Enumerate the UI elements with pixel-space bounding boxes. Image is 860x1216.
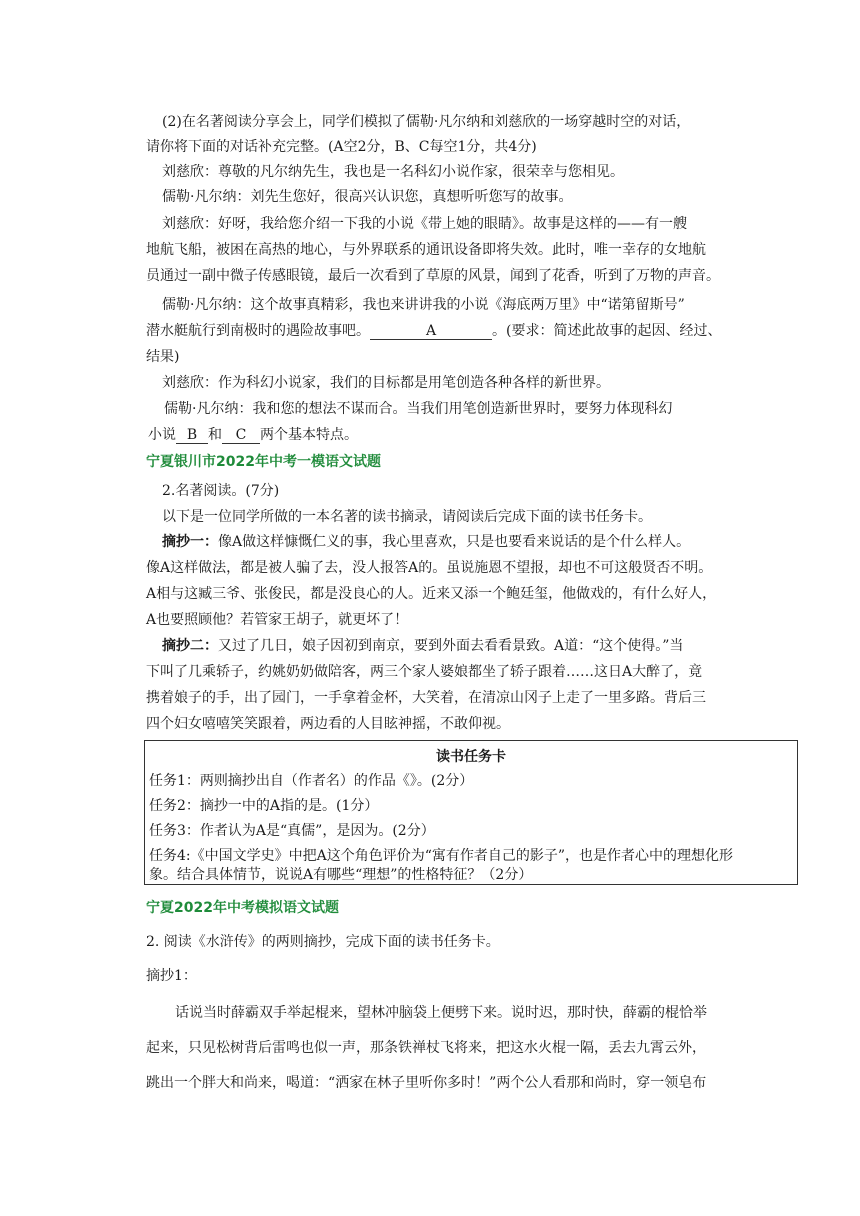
shuihu-para-1: 话说当时薛霸双手举起棍来，望林冲脑袋上便劈下来。说时迟，那时快，薛霸的棍恰举 xyxy=(175,1005,707,1021)
dialogue-liu-1: 刘慈欣：尊敬的凡尔纳先生，我也是一名科幻小说作家，很荣幸与您相见。 xyxy=(162,164,624,180)
section-heading-ningxia: 宁夏2022年中考模拟语文试题 xyxy=(146,900,339,916)
dialogue-verne-3a: 儒勒·凡尔纳：我和您的想法不谋而合。当我们用笔创造新世界时，要努力体现科幻 xyxy=(164,401,673,417)
excerpt-label-1: 摘抄1： xyxy=(146,968,197,984)
question-2-intro: 以下是一位同学所做的一本名著的读书摘录，请阅读后完成下面的读书任务卡。 xyxy=(162,509,652,525)
dialogue-liu-2a: 刘慈欣：好呀，我给您介绍一下我的小说《带上她的眼睛》。故事是这样的——有一艘 xyxy=(162,216,687,232)
excerpt-1c: A相与这臧三爷、张俊民，都是没良心的人。近来又添一个鲍廷玺，他做戏的，有什么好人， xyxy=(146,586,717,602)
reading-task-card xyxy=(144,740,798,885)
excerpt-2b: 下叫了几乘轿子，约姚奶奶做陪客，两三个家人婆娘都坐了轿子跟着……这日A大醉了，竟 xyxy=(146,664,703,680)
intro-line-2: 请你将下面的对话补充完整。(A空2分，B、C每空1分，共4分) xyxy=(146,139,537,155)
shuihu-para-2: 起来，只见松树背后雷鸣也似一声，那条铁禅杖飞将来，把这水火棍一隔，丢去九霄云外， xyxy=(146,1040,706,1056)
dialogue-liu-3: 刘慈欣：作为科幻小说家，我们的目标都是用笔创造各种各样的新世界。 xyxy=(162,375,610,391)
blank-a: A xyxy=(370,323,492,340)
question-2: 2.名著阅读。(7分) xyxy=(162,483,280,499)
dialogue-verne-2a: 儒勒·凡尔纳：这个故事真精彩，我也来讲讲我的小说《海底两万里》中“诺第留斯号” xyxy=(162,297,685,313)
shuihu-para-3: 跳出一个胖大和尚来，喝道：“洒家在林子里听你多时！”两个公人看那和尚时，穿一领皂布 xyxy=(146,1075,707,1091)
dialogue-verne-3b-mid: 和 xyxy=(208,427,222,443)
task-card-title: 读书任务卡 xyxy=(436,749,506,765)
dialogue-verne-2b-text: 潜水艇航行到南极时的遇险故事吧。 xyxy=(146,323,370,339)
task-4b: 象。结合具体情节，说说A有哪些“理想”的性格特征？（2分） xyxy=(149,867,533,883)
dialogue-verne-2c: 结果) xyxy=(146,349,180,365)
question-2-shuihu: 2. 阅读《水浒传》的两则摘抄，完成下面的读书任务卡。 xyxy=(146,934,500,950)
section-heading-yinchuan: 宁夏银川市2022年中考一模语文试题 xyxy=(146,454,381,470)
task-2: 任务2：摘抄一中的A指的是。(1分） xyxy=(149,798,379,814)
excerpt-1-label: 摘抄一： xyxy=(162,534,218,550)
excerpt-1d: A也要照顾他？若管家王胡子，就更坏了！ xyxy=(146,612,409,628)
intro-line-1: (2)在名著阅读分享会上，同学们模拟了儒勒·凡尔纳和刘慈欣的一场穿越时空的对话， xyxy=(162,114,691,130)
excerpt-2d: 四个妇女嘻嘻笑笑跟着，两边看的人目眩神摇，不敢仰视。 xyxy=(146,716,510,732)
excerpt-2a xyxy=(162,636,683,656)
dialogue-verne-3b-post: 两个基本特点。 xyxy=(260,427,358,443)
excerpt-1a-text: 像A做这样慷慨仁义的事，我心里喜欢，只是也要看来说话的是个什么样人。 xyxy=(218,534,691,550)
dialogue-liu-2c: 员通过一副中微子传感眼镜，最后一次看到了草原的风景，闻到了花香，听到了万物的声音。 xyxy=(146,268,720,284)
excerpt-2a-text: 又过了几日，娘子因初到南京，要到外面去看看景致。A道：“这个使得。”当 xyxy=(218,638,684,654)
dialogue-verne-2b-req: 。(要求：简述此故事的起因、经过、 xyxy=(492,323,722,339)
excerpt-2c: 携着娘子的手，出了园门，一手拿着金杯，大笑着，在清凉山冈子上走了一里多路。背后三 xyxy=(146,690,706,706)
excerpt-1a xyxy=(162,532,690,552)
dialogue-verne-2b xyxy=(146,321,721,341)
excerpt-1b: 像A这样做法，都是被人骗了去，没人报答A的。虽说施恩不望报，却也不可这般贤否不明。 xyxy=(146,560,713,576)
task-4a: 任务4:《中国文学史》中把A这个角色评价为“寓有作者自己的影子”，也是作者心中的理想化形 xyxy=(149,848,734,864)
dialogue-verne-1: 儒勒·凡尔纳：刘先生您好，很高兴认识您，真想听听您写的故事。 xyxy=(162,189,573,205)
dialogue-verne-3b-pre: 小说 xyxy=(148,427,176,443)
blank-b: B xyxy=(176,427,208,444)
dialogue-liu-2b: 地航飞船，被困在高热的地心，与外界联系的通讯设备即将失效。此时，唯一幸存的女地航 xyxy=(146,242,706,258)
excerpt-2-label: 摘抄二： xyxy=(162,638,218,654)
task-1: 任务1：两则摘抄出自（作者名）的作品《》。(2分） xyxy=(149,773,474,789)
blank-c: C xyxy=(222,427,260,444)
task-3: 任务3：作者认为A是“真儒”，是因为。(2分） xyxy=(149,823,435,839)
dialogue-verne-3b xyxy=(148,425,358,445)
